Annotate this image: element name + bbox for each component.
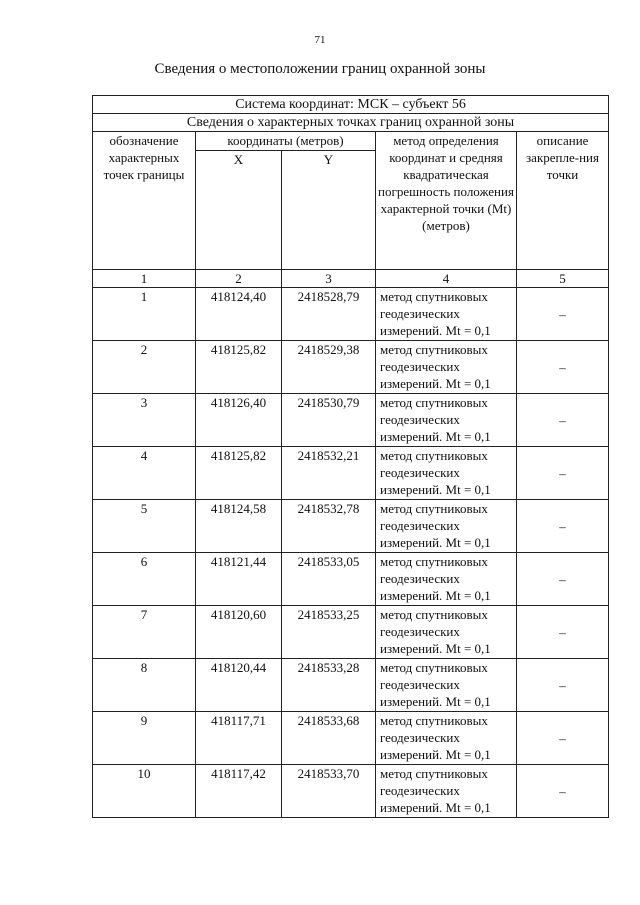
description-cell: –	[517, 765, 609, 818]
page-number: 71	[314, 34, 326, 46]
column-number: 1	[93, 270, 196, 288]
column-number-row	[93, 270, 609, 288]
coordinate-system-cell: Система координат: МСК – субъект 56	[93, 96, 609, 114]
table-row	[93, 341, 609, 394]
coordinates-table	[92, 95, 609, 818]
y-coordinate-cell: 2418533,70	[282, 765, 376, 818]
description-cell: –	[517, 500, 609, 553]
y-coordinate-cell: 2418533,68	[282, 712, 376, 765]
x-coordinate-cell: 418117,42	[196, 765, 282, 818]
point-cell: 10	[93, 765, 196, 818]
x-coordinate-cell: 418120,60	[196, 606, 282, 659]
x-coordinate-cell: 418121,44	[196, 553, 282, 606]
method-cell: метод спутниковых геодезических измерений. Mt = 0,1	[376, 394, 517, 447]
description-cell: –	[517, 394, 609, 447]
point-cell: 8	[93, 659, 196, 712]
x-coordinate-cell: 418126,40	[196, 394, 282, 447]
table-row	[93, 447, 609, 500]
x-coordinate-cell: 418120,44	[196, 659, 282, 712]
header-y: Y	[282, 151, 376, 270]
point-cell: 4	[93, 447, 196, 500]
method-cell: метод спутниковых геодезических измерений. Mt = 0,1	[376, 659, 517, 712]
y-coordinate-cell: 2418533,25	[282, 606, 376, 659]
header-designation: обозначение характерных точек границы	[93, 132, 196, 270]
method-cell: метод спутниковых геодезических измерений. Mt = 0,1	[376, 447, 517, 500]
header-coordinates: координаты (метров)	[196, 132, 376, 151]
column-number: 3	[282, 270, 376, 288]
table-subtitle-cell: Сведения о характерных точках границ охранной зоны	[93, 114, 609, 132]
description-cell: –	[517, 341, 609, 394]
column-number: 2	[196, 270, 282, 288]
table-row	[93, 712, 609, 765]
point-cell: 2	[93, 341, 196, 394]
point-cell: 3	[93, 394, 196, 447]
x-coordinate-cell: 418117,71	[196, 712, 282, 765]
y-coordinate-cell: 2418529,38	[282, 341, 376, 394]
x-coordinate-cell: 418124,40	[196, 288, 282, 341]
y-coordinate-cell: 2418532,78	[282, 500, 376, 553]
document-title: Сведения о местоположении границ охранной зоны	[154, 61, 486, 77]
method-cell: метод спутниковых геодезических измерений. Mt = 0,1	[376, 553, 517, 606]
description-cell: –	[517, 712, 609, 765]
header-x: X	[196, 151, 282, 270]
point-cell: 1	[93, 288, 196, 341]
point-cell: 9	[93, 712, 196, 765]
y-coordinate-cell: 2418532,21	[282, 447, 376, 500]
point-cell: 6	[93, 553, 196, 606]
table-row	[93, 765, 609, 818]
x-coordinate-cell: 418125,82	[196, 341, 282, 394]
method-cell: метод спутниковых геодезических измерений. Mt = 0,1	[376, 341, 517, 394]
header-method: метод определения координат и средняя квадратическая погрешность положения характерной точки (Mt) (метров)	[376, 132, 517, 270]
x-coordinate-cell: 418125,82	[196, 447, 282, 500]
y-coordinate-cell: 2418528,79	[282, 288, 376, 341]
table-row	[93, 606, 609, 659]
description-cell: –	[517, 606, 609, 659]
description-cell: –	[517, 553, 609, 606]
method-cell: метод спутниковых геодезических измерений. Mt = 0,1	[376, 606, 517, 659]
header-description: описание закрепле-ния точки	[517, 132, 609, 270]
description-cell: –	[517, 659, 609, 712]
point-cell: 7	[93, 606, 196, 659]
column-number: 4	[376, 270, 517, 288]
point-cell: 5	[93, 500, 196, 553]
description-cell: –	[517, 288, 609, 341]
method-cell: метод спутниковых геодезических измерений. Mt = 0,1	[376, 500, 517, 553]
y-coordinate-cell: 2418533,05	[282, 553, 376, 606]
x-coordinate-cell: 418124,58	[196, 500, 282, 553]
table-row	[93, 553, 609, 606]
method-cell: метод спутниковых геодезических измерений. Mt = 0,1	[376, 765, 517, 818]
method-cell: метод спутниковых геодезических измерений. Mt = 0,1	[376, 288, 517, 341]
y-coordinate-cell: 2418533,28	[282, 659, 376, 712]
column-number: 5	[517, 270, 609, 288]
table-row	[93, 659, 609, 712]
table-row	[93, 394, 609, 447]
method-cell: метод спутниковых геодезических измерений. Mt = 0,1	[376, 712, 517, 765]
description-cell: –	[517, 447, 609, 500]
y-coordinate-cell: 2418530,79	[282, 394, 376, 447]
table-row	[93, 288, 609, 341]
table-row	[93, 500, 609, 553]
